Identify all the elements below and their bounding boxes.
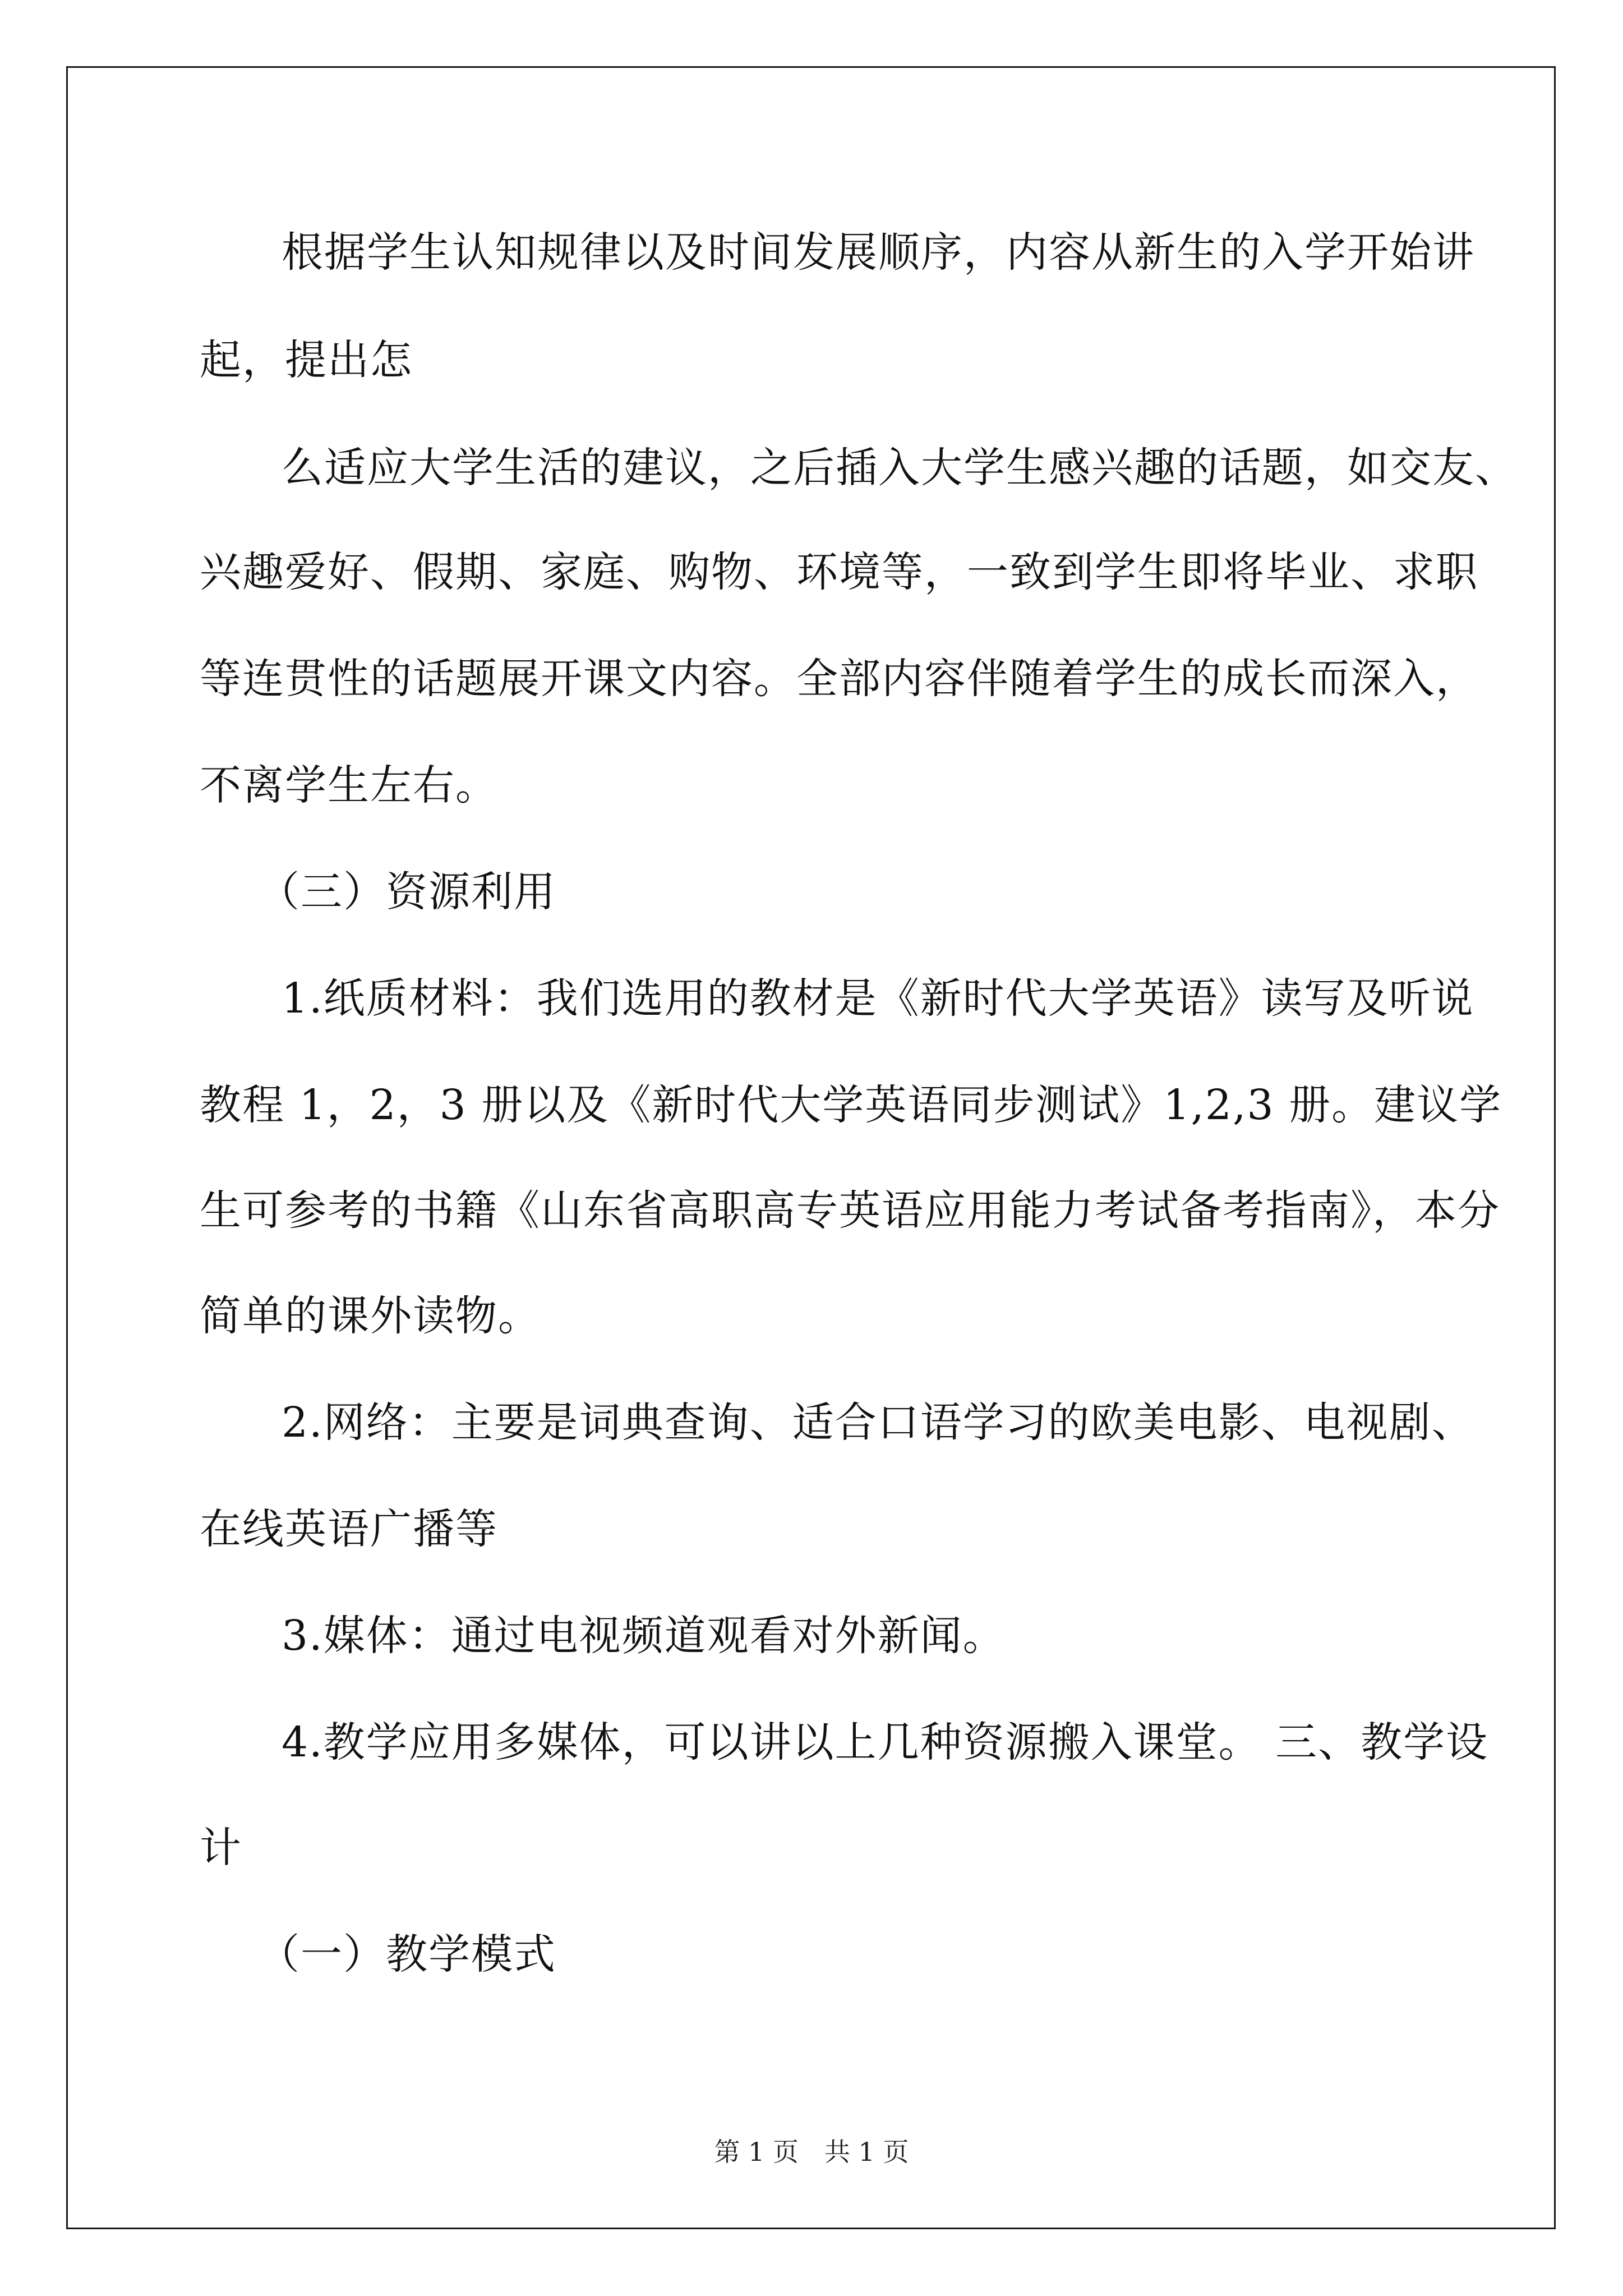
paragraph-line: 不离学生左右。 [200,761,498,809]
paragraph-line: 在线英语广播等 [200,1505,498,1553]
paragraph-line: 起，提出怎 [200,336,413,384]
paragraph-line: 3.媒体：通过电视频道观看对外新闻。 [282,1612,1006,1660]
paragraph-line: 根据学生认知规律以及时间发展顺序，内容从新生的入学开始讲 [282,228,1475,277]
section-heading: （一）教学模式 [258,1930,556,1978]
paragraph-line: 4.教学应用多媒体，可以讲以上几种资源搬入课堂。 三、教学设 [282,1718,1489,1766]
paragraph-line: 1.纸质材料：我们选用的教材是《新时代大学英语》读写及听说 [282,974,1474,1023]
paragraph-line: 生可参考的书籍《山东省高职高专英语应用能力考试备考指南》，本分 [200,1186,1500,1235]
page-footer: 第 1 页 共 1 页 [714,2137,909,2167]
paragraph-line: 等连贯性的话题展开课文内容。全部内容伴随着学生的成长而深入， [200,655,1478,703]
paragraph-line: 简单的课外读物。 [200,1292,541,1340]
page-border [66,66,1556,2229]
section-heading: （三）资源利用 [258,868,556,916]
paragraph-line: 么适应大学生活的建议，之后插入大学生感兴趣的话题，如交友、 [282,444,1518,492]
paragraph-line: 2.网络：主要是词典查询、适合口语学习的欧美电影、电视剧、 [282,1398,1474,1447]
paragraph-line: 兴趣爱好、假期、家庭、购物、环境等，一致到学生即将毕业、求职 [200,548,1478,596]
paragraph-line: 计 [200,1824,242,1872]
paragraph-line: 教程 1，2，3 册以及《新时代大学英语同步测试》1,2,3 册。建议学 [200,1081,1502,1129]
